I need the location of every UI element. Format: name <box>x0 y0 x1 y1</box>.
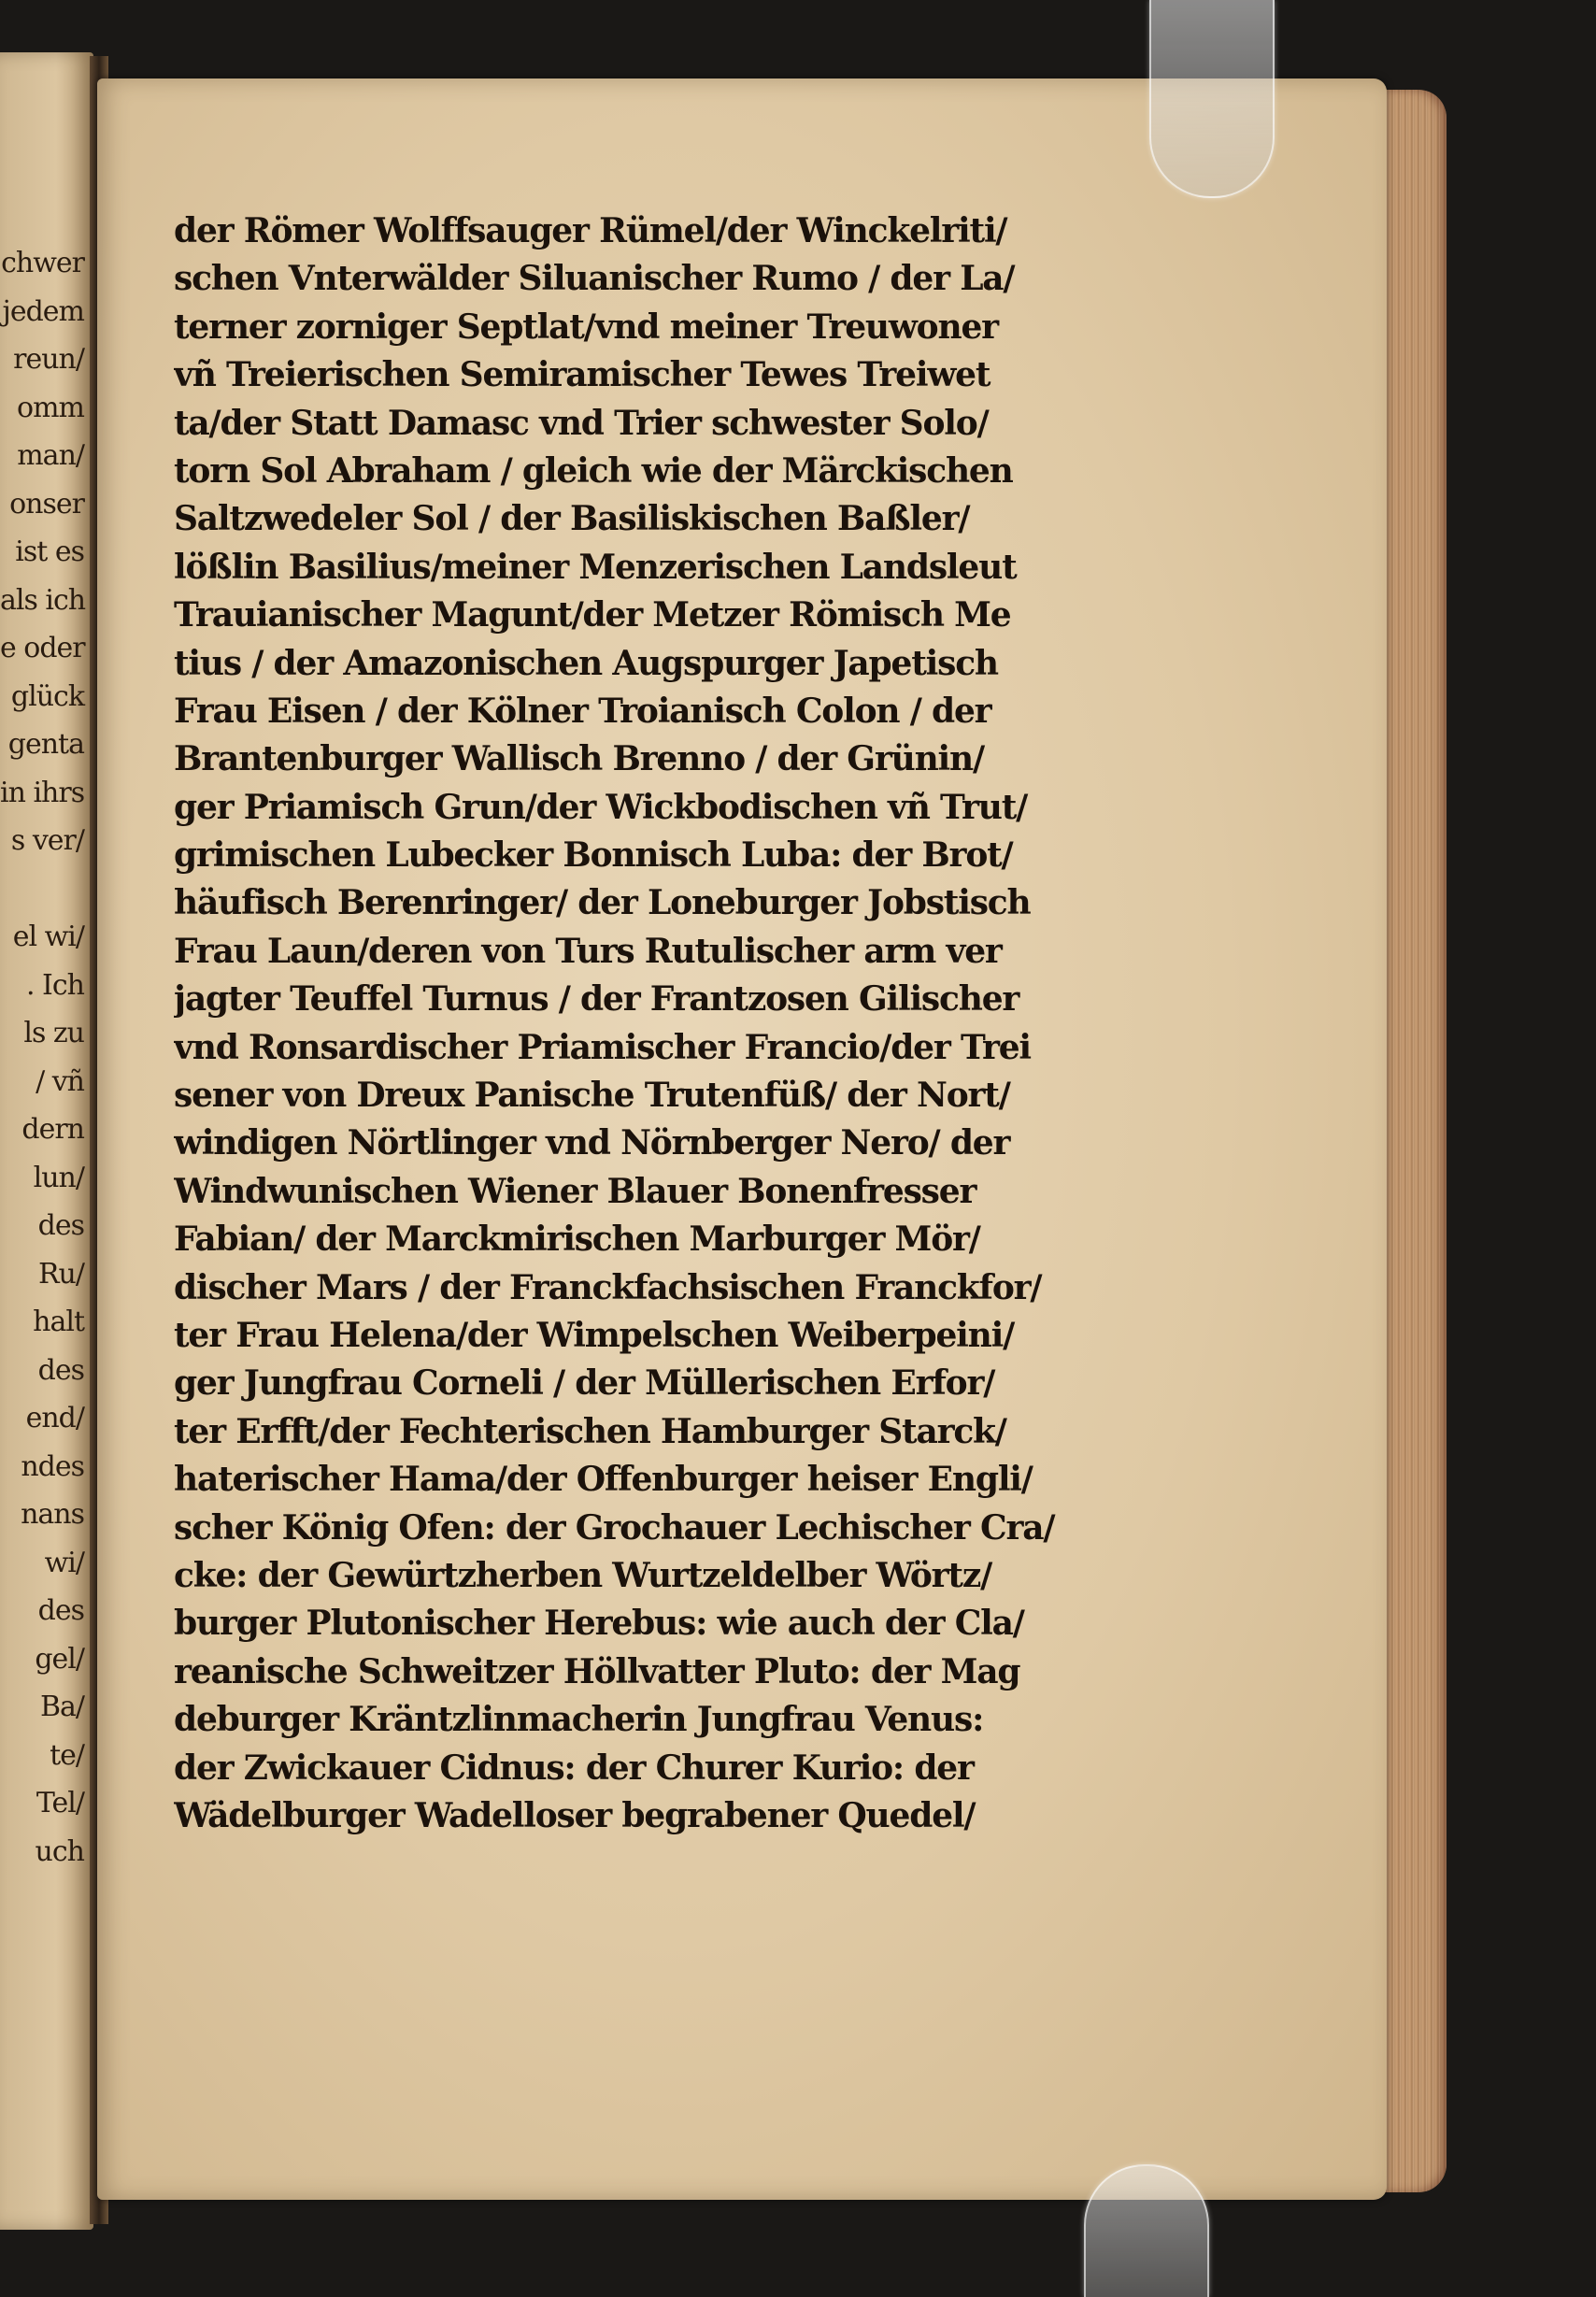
text-line: häufisch Berenringer/ der Loneburger Jobstisch <box>174 883 1031 923</box>
right-page-text <box>174 207 1108 1840</box>
left-page-line: Ba/ <box>39 1691 84 1723</box>
left-page-line: des <box>37 1594 84 1627</box>
text-line: ger Jungfrau Corneli / der Müllerischen Erfor/ <box>174 1363 995 1404</box>
text-line: ger Priamisch Grun/der Wickbodischen vñ Trut/ <box>174 787 1028 827</box>
left-page-line: nans <box>21 1498 84 1531</box>
text-line: vnd Ronsardischer Priamischer Francio/der Trei <box>174 1027 1031 1067</box>
text-line: sener von Dreux Panische Trutenfüß/ der Nort/ <box>174 1076 1010 1116</box>
left-page-line: jedem <box>2 294 84 328</box>
left-page-line: end/ <box>25 1402 84 1434</box>
text-line: schen Vnterwälder Siluanischer Rumo / der La/ <box>174 259 1015 299</box>
text-line: reanische Schweitzer Höllvatter Pluto: der Mag <box>174 1651 1020 1691</box>
text-line: Fabian/ der Marckmirischen Marburger Mör/ <box>174 1220 980 1260</box>
left-page-line: in ihrs <box>0 776 85 809</box>
text-line: cke: der Gewürtzherben Wurtzeldelber Wörtz/ <box>174 1555 992 1595</box>
left-page-line: el wi/ <box>12 920 84 953</box>
text-line: Frau Laun/deren von Turs Rutulischer arm ver <box>174 931 1002 971</box>
bottom-book-clip <box>1084 2164 1209 2297</box>
left-page-line: man/ <box>17 439 84 472</box>
left-page-line: halt <box>33 1305 84 1338</box>
text-line: scher König Ofen: der Grochauer Lechischer Cra/ <box>174 1507 1055 1548</box>
text-line: burger Plutonischer Herebus: wie auch der Cla/ <box>174 1604 1024 1644</box>
text-line: discher Mars / der Franckfachsischen Franckfor/ <box>174 1267 1042 1307</box>
left-page-line: genta <box>7 728 84 761</box>
left-page <box>0 52 93 2230</box>
text-line: Brantenburger Wallisch Brenno / der Grünin/ <box>174 739 984 779</box>
left-page-line: als ich <box>0 583 86 617</box>
left-page-line: s ver/ <box>10 824 84 857</box>
text-line: windigen Nörtlinger vnd Nörnberger Nero/ der <box>174 1123 1010 1163</box>
left-page-line: glück <box>10 679 84 713</box>
left-page-line: reun/ <box>13 343 84 376</box>
left-page-text <box>0 239 90 1876</box>
left-page-line: wi/ <box>44 1546 84 1579</box>
left-page-line: ls zu <box>23 1017 84 1049</box>
left-page-line: Tel/ <box>36 1787 84 1819</box>
left-page-line <box>0 865 90 914</box>
left-page-line: lun/ <box>33 1161 84 1194</box>
left-page-line: ist es <box>15 535 84 568</box>
text-line: lößlin Basilius/meiner Menzerischen Landsleut <box>174 547 1017 587</box>
left-page-line: des <box>37 1353 84 1387</box>
left-page-line: des <box>37 1209 84 1242</box>
text-line: vñ Treierischen Semiramischer Tewes Treiwet <box>174 355 990 395</box>
text-line: Trauianischer Magunt/der Metzer Römisch Me <box>174 595 1011 635</box>
page-fore-edge <box>1381 90 1446 2192</box>
left-page-line: te/ <box>50 1738 84 1772</box>
left-page-line: omm <box>17 391 84 424</box>
text-line: ter Frau Helena/der Wimpelschen Weiberpeini/ <box>174 1315 1015 1355</box>
text-line: Windwunischen Wiener Blauer Bonenfresser <box>174 1171 976 1211</box>
text-line: ta/der Statt Damasc vnd Trier schwester Solo/ <box>174 403 989 443</box>
text-line: tius / der Amazonischen Augspurger Japetisch <box>174 643 998 683</box>
left-page-line: / vñ <box>36 1064 84 1098</box>
text-line: grimischen Lubecker Bonnisch Luba: der Brot/ <box>174 835 1013 876</box>
left-page-line: . Ich <box>25 968 84 1002</box>
text-line: der Zwickauer Cidnus: der Churer Kurio: der <box>174 1748 974 1788</box>
left-page-line: uch <box>35 1834 84 1868</box>
text-line: torn Sol Abraham / gleich wie der Märckischen <box>174 450 1013 491</box>
left-page-line: ndes <box>21 1449 84 1483</box>
text-line: Saltzwedeler Sol / der Basiliskischen Baßler/ <box>174 499 970 539</box>
text-line: der Römer Wolffsauger Rümel/der Winckelriti/ <box>174 211 1007 250</box>
left-page-line: onser <box>9 487 84 521</box>
text-line: terner zorniger Septlat/vnd meiner Treuwoner <box>174 307 998 347</box>
left-page-line: dern <box>21 1113 84 1146</box>
left-page-line: Ru/ <box>37 1257 84 1291</box>
text-line: haterischer Hama/der Offenburger heiser Engli/ <box>174 1460 1033 1500</box>
left-page-line: chwer <box>1 247 84 279</box>
text-line: jagter Teuffel Turnus / der Frantzosen Gilischer <box>174 979 1019 1020</box>
text-line: ter Erfft/der Fechterischen Hamburger Starck/ <box>174 1411 1006 1451</box>
left-page-line: gel/ <box>35 1642 84 1676</box>
left-page-line: e oder <box>0 632 85 664</box>
text-line: Frau Eisen / der Kölner Troianisch Colon / der <box>174 691 991 731</box>
text-line: Wädelburger Wadelloser begrabener Quedel/ <box>174 1795 976 1835</box>
text-line: deburger Kräntzlinmacherin Jungfrau Venus: <box>174 1700 984 1740</box>
top-book-clip <box>1149 0 1275 198</box>
